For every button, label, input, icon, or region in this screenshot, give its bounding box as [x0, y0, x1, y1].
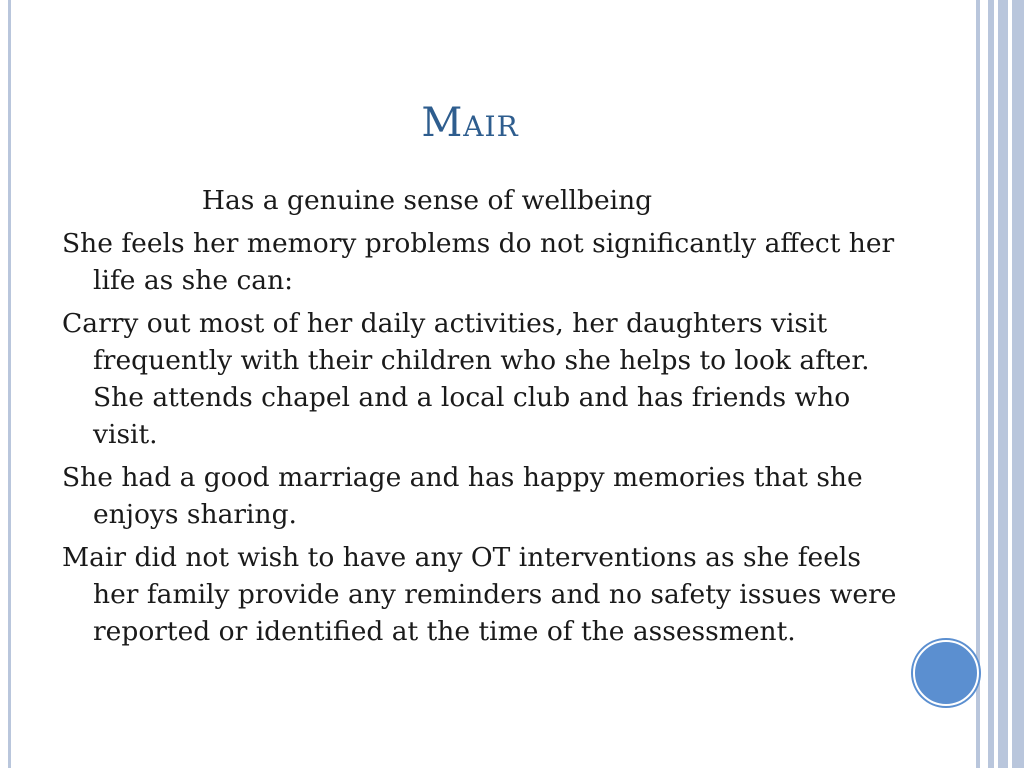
centered-statement: Has a genuine sense of wellbeing	[201, 185, 653, 216]
right-decor-stripe	[998, 0, 1008, 768]
left-border-line	[8, 0, 11, 768]
body-paragraph: She had a good marriage and has happy memories that she enjoys sharing.	[62, 462, 863, 530]
body-paragraph: She feels her memory problems do not significantly affect her life as she can:	[62, 228, 895, 296]
right-decor-stripe	[1012, 0, 1024, 768]
slide-body	[62, 182, 902, 656]
right-decor-gap	[980, 0, 988, 768]
slide-title: Mair	[421, 100, 519, 146]
body-paragraph: Mair did not wish to have any OT interventions as she feels her family provide any reminders and no safety issues were reported or identified at the time of the assessment.	[62, 542, 897, 647]
body-paragraph: Carry out most of her daily activities, her daughters visit frequently with their children who she helps to look after. She attends chapel and a local club and has friends who visit.	[62, 308, 870, 450]
decorative-circle	[913, 640, 979, 706]
